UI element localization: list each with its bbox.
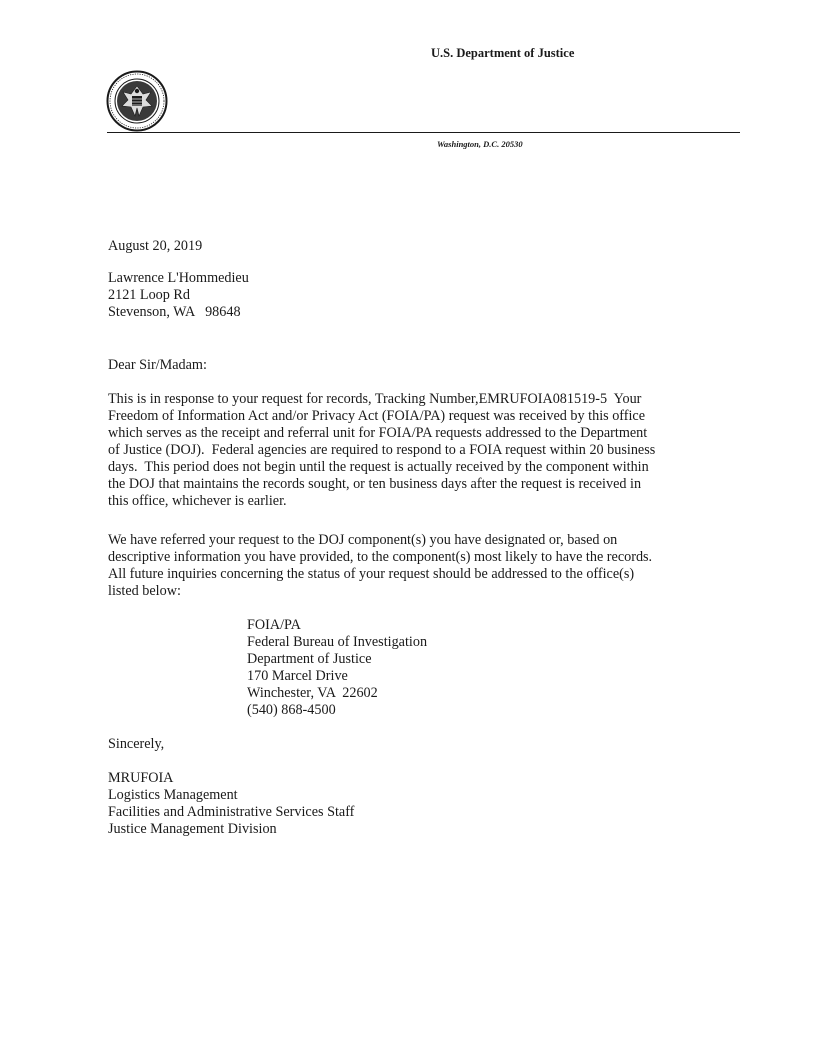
recipient-city: Stevenson, WA 98648 xyxy=(108,304,241,320)
recipient-address xyxy=(108,270,249,321)
salutation: Dear Sir/Madam: xyxy=(108,357,207,373)
referral-street: 170 Marcel Drive xyxy=(247,668,348,684)
paragraph-line: this office, whichever is earlier. xyxy=(108,493,287,509)
paragraph-line: descriptive information you have provided, to the component(s) most likely to have the records. xyxy=(108,549,653,565)
agency-city: Washington, D.C. 20530 xyxy=(437,139,523,149)
signature-division: Justice Management Division xyxy=(108,821,277,837)
signature-office: Logistics Management xyxy=(108,787,238,803)
referral-unit: FOIA/PA xyxy=(247,617,301,633)
paragraph-line: which serves as the receipt and referral unit for FOIA/PA requests addressed to the Department xyxy=(108,425,648,441)
agency-name: U.S. Department of Justice xyxy=(431,46,575,60)
referral-city: Winchester, VA 22602 xyxy=(247,685,378,701)
paragraph-line: the DOJ that maintains the records sought, or ten business days after the request is received in xyxy=(108,476,642,492)
paragraph-line: days. This period does not begin until the request is actually received by the component within xyxy=(108,459,649,475)
signature-staff: Facilities and Administrative Services Staff xyxy=(108,804,355,820)
doj-seal-icon xyxy=(106,70,168,132)
paragraph-line: This is in response to your request for records, Tracking Number,EMRUFOIA081519-5 Your xyxy=(108,391,642,407)
recipient-name: Lawrence L'Hommedieu xyxy=(108,270,249,286)
paragraph-line: Freedom of Information Act and/or Privacy Act (FOIA/PA) request was received by this office xyxy=(108,408,646,424)
recipient-street: 2121 Loop Rd xyxy=(108,287,190,303)
referral-department: Department of Justice xyxy=(247,651,372,667)
letterhead-rule xyxy=(107,132,740,133)
paragraph-line: listed below: xyxy=(108,583,181,599)
paragraph-referral xyxy=(108,532,708,600)
paragraph-line: of Justice (DOJ). Federal agencies are required to respond to a FOIA request within 20 business xyxy=(108,442,656,458)
paragraph-response xyxy=(108,391,708,510)
paragraph-line: We have referred your request to the DOJ component(s) you have designated or, based on xyxy=(108,532,618,548)
signature-block xyxy=(108,770,354,838)
referral-phone: (540) 868-4500 xyxy=(247,702,336,718)
paragraph-line: All future inquiries concerning the status of your request should be addressed to the office(s) xyxy=(108,566,635,582)
letter-date: August 20, 2019 xyxy=(108,238,203,254)
referral-office-address xyxy=(247,617,427,719)
referral-agency: Federal Bureau of Investigation xyxy=(247,634,428,650)
closing: Sincerely, xyxy=(108,736,165,752)
signature-name: MRUFOIA xyxy=(108,770,174,786)
